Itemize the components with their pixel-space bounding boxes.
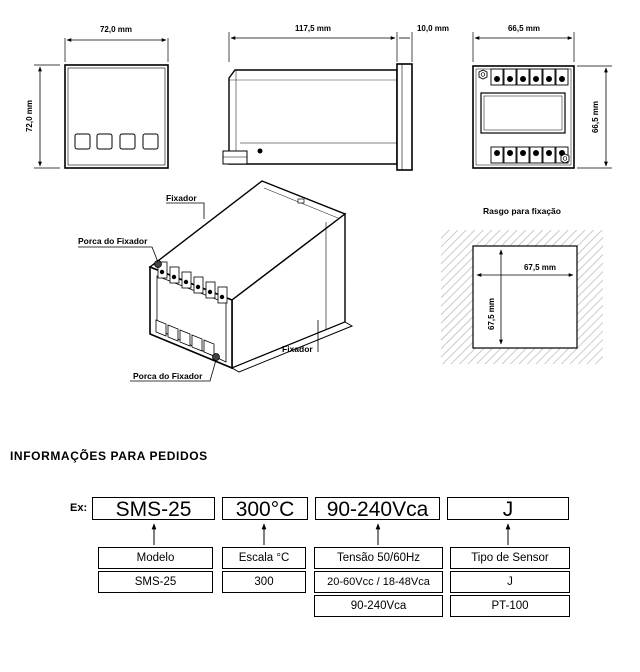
ordering-arrows [154,524,508,545]
callout-fixador-top: Fixador [166,193,197,203]
column-title-sensor: Tipo de Sensor [450,547,570,569]
column-title-scale: Escala °C [222,547,306,569]
column-title-model: Modelo [98,547,213,569]
code-voltage: 90-240Vca [315,497,440,520]
side-depth-label: 117,5 mm [294,24,332,33]
option-model: SMS-25 [98,571,213,593]
callout-porca-bottom: Porca do Fixador [133,371,203,381]
rear-view [473,24,612,168]
side-view [223,24,449,170]
example-label: Ex: [70,502,88,514]
code-scale: 300°C [222,497,308,520]
side-bezel [397,64,412,170]
rear-height-label: 66,5 mm [591,100,600,134]
front-view [25,25,168,168]
column-title-voltage: Tensão 50/60Hz [314,547,443,569]
isometric-view [78,181,352,381]
option-sensor-j: J [450,571,570,593]
code-model: SMS-25 [92,497,215,520]
front-panel [65,65,168,168]
front-width-label: 72,0 mm [99,25,133,34]
option-voltage-low: 20-60Vcc / 18-48Vca [314,571,443,593]
cutout-title: Rasgo para fixação [483,206,561,216]
code-sensor: J [447,497,569,520]
ordering-heading: INFORMAÇÕES PARA PEDIDOS [10,449,208,463]
option-sensor-pt100: PT-100 [450,595,570,617]
rear-width-label: 66,5 mm [507,24,541,33]
side-bezel-label: 10,0 mm [416,24,450,33]
front-height-label: 72,0 mm [25,99,34,133]
option-scale: 300 [222,571,306,593]
cutout-height-label: 67,5 mm [487,297,496,331]
cutout-width-label: 67,5 mm [523,263,557,272]
option-voltage-high: 90-240Vca [314,595,443,617]
cutout-opening [473,246,577,348]
callout-porca-top: Porca do Fixador [78,236,148,246]
panel-cutout [441,206,603,364]
callout-fixador-bottom: Fixador [282,344,313,354]
